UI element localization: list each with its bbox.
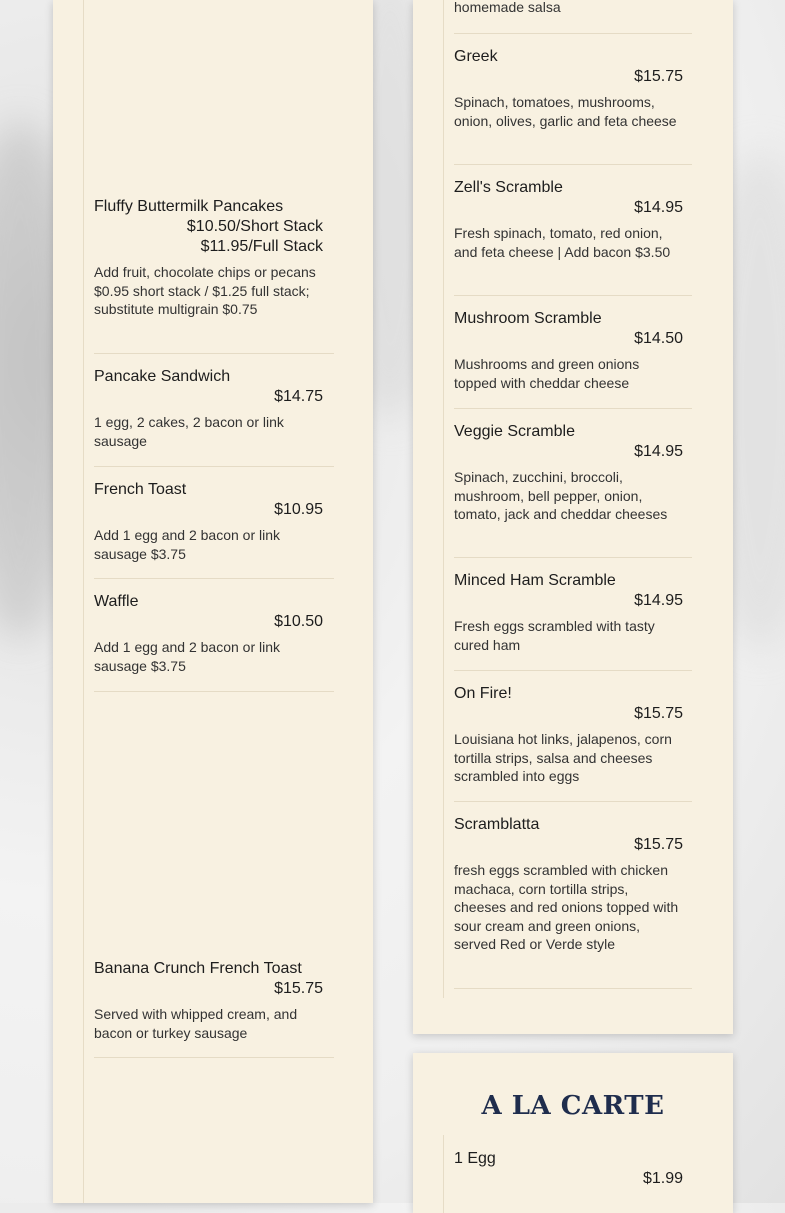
menu-item xyxy=(94,197,323,319)
menu-item-description: 1 egg, 2 cakes, 2 bacon or link sausage xyxy=(94,414,284,449)
menu-item-price: $15.75 xyxy=(274,980,323,997)
menu-item-name: Waffle xyxy=(94,593,139,610)
menu-item-name: Zell's Scramble xyxy=(454,179,563,196)
menu-item-description: Add fruit, chocolate chips or pecans $0.95 short stack / $1.25 full stack; substitute multigrain $0.75 xyxy=(94,264,316,318)
menu-item xyxy=(454,422,683,524)
menu-item xyxy=(454,571,683,654)
menu-item-name: On Fire! xyxy=(454,685,512,702)
item-separator xyxy=(454,164,692,165)
item-separator xyxy=(454,670,692,671)
menu-item-description: fresh eggs scrambled with chicken machaca, corn tortilla strips, cheeses and red onions topped with sour cream and green onions, served Red or Verde style xyxy=(454,862,679,953)
item-separator xyxy=(454,557,692,558)
menu-item xyxy=(94,367,323,450)
menu-item-price: $15.75 xyxy=(634,836,683,853)
menu-item xyxy=(454,684,683,786)
menu-item-name: Veggie Scramble xyxy=(454,423,575,440)
menu-item xyxy=(94,959,323,1042)
item-separator xyxy=(94,691,334,692)
menu-item-price: $11.95/Full Stack xyxy=(200,238,323,255)
menu-item xyxy=(454,47,683,130)
menu-item-description: Add 1 egg and 2 bacon or link sausage $3.75 xyxy=(94,527,281,562)
menu-item-name: Scramblatta xyxy=(454,816,540,833)
menu-item-name: Greek xyxy=(454,48,498,65)
menu-item-description: Add 1 egg and 2 bacon or link sausage $3.75 xyxy=(94,639,281,674)
item-separator xyxy=(454,295,692,296)
menu-item-price: $10.95 xyxy=(274,501,323,518)
menu-item-description: Spinach, tomatoes, mushrooms, onion, olives, garlic and feta cheese xyxy=(454,94,677,129)
menu-item-price: $14.95 xyxy=(634,199,683,216)
menu-item xyxy=(94,480,323,563)
panel-divider xyxy=(443,0,444,998)
item-separator xyxy=(94,353,334,354)
menu-item xyxy=(94,592,323,675)
menu-item-description: Fresh spinach, tomato, red onion, and feta cheese | Add bacon $3.50 xyxy=(454,225,671,260)
menu-item-fragment xyxy=(454,0,683,17)
menu-item xyxy=(454,1149,683,1189)
menu-item-name: French Toast xyxy=(94,481,187,498)
menu-item-name: Fluffy Buttermilk Pancakes xyxy=(94,198,284,215)
menu-item-price: $10.50/Short Stack xyxy=(186,218,323,235)
item-separator xyxy=(454,988,692,989)
section-title: A LA CARTE xyxy=(481,1091,665,1121)
menu-item-price: $14.50 xyxy=(634,330,683,347)
menu-item-name: Pancake Sandwich xyxy=(94,368,231,385)
menu-item-description: Spinach, zucchini, broccoli, mushroom, bell pepper, onion, tomato, jack and cheddar cheeses xyxy=(454,469,668,523)
panel-divider xyxy=(83,0,84,1203)
item-separator xyxy=(454,801,692,802)
menu-item xyxy=(454,309,683,392)
menu-item-description: Mushrooms and green onions topped with cheddar cheese xyxy=(454,356,640,391)
panel-divider xyxy=(443,1135,444,1213)
menu-item-price: $10.50 xyxy=(274,613,323,630)
a-la-carte-panel xyxy=(413,1053,733,1213)
menu-item-price: $1.99 xyxy=(642,1170,683,1187)
menu-item-name: 1 Egg xyxy=(454,1150,496,1167)
menu-item xyxy=(454,815,683,954)
menu-item-description: homemade salsa xyxy=(454,0,561,15)
left-menu-panel xyxy=(53,0,373,1203)
menu-item-price: $15.75 xyxy=(634,68,683,85)
menu-item-description: Fresh eggs scrambled with tasty cured ham xyxy=(454,618,655,653)
menu-item-description: Served with whipped cream, and bacon or turkey sausage xyxy=(94,1006,298,1041)
item-separator xyxy=(94,1057,334,1058)
menu-item-price: $14.75 xyxy=(274,388,323,405)
menu-item-name: Banana Crunch French Toast xyxy=(94,960,302,977)
menu-item-price: $14.95 xyxy=(634,443,683,460)
menu-item-price: $14.95 xyxy=(634,592,683,609)
item-separator xyxy=(454,408,692,409)
item-separator xyxy=(94,466,334,467)
menu-item-price: $15.75 xyxy=(634,705,683,722)
menu-item-name: Minced Ham Scramble xyxy=(454,572,616,589)
menu-item-name: Mushroom Scramble xyxy=(454,310,602,327)
right-menu-panel xyxy=(413,0,733,1034)
item-separator xyxy=(94,578,334,579)
menu-item-description: Louisiana hot links, jalapenos, corn tortilla strips, salsa and cheeses scrambled into eggs xyxy=(454,731,672,785)
item-separator xyxy=(454,33,692,34)
menu-item xyxy=(454,178,683,261)
